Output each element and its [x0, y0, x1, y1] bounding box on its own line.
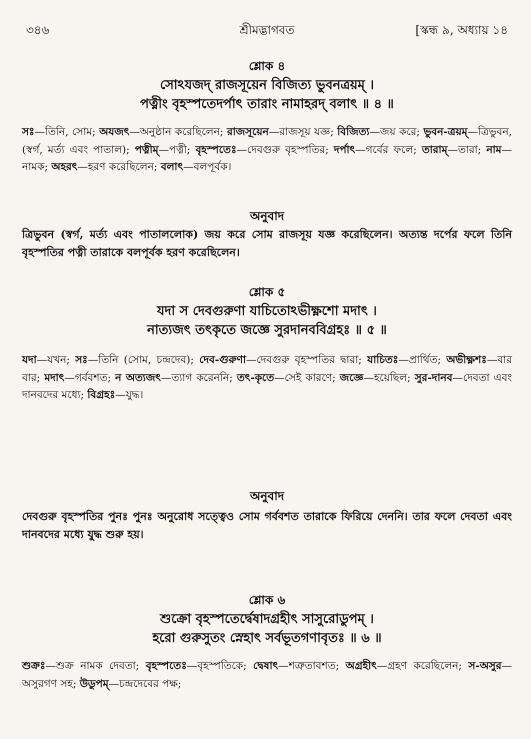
synonym-meaning: শত্রুতাবশত; [288, 660, 340, 672]
synonym-word: পত্নীম্ [134, 143, 159, 156]
synonym-meaning: যখন; [47, 354, 70, 366]
chapter-reference: [স্কন্ধ ৯, অধ্যায় ১৪ [415, 23, 508, 37]
synonym-word: জজ্ঞে [339, 371, 364, 384]
synonym-word: বৃহস্পতেঃ [145, 660, 187, 672]
synonym-word: বৃহস্পতেঃ [195, 143, 237, 156]
synonym-word: উডুপম্ [79, 677, 109, 690]
synonym-word: বিজিত্য [337, 126, 370, 138]
synonym-meaning: যুদ্ধ। [125, 389, 144, 401]
synonym-word: অগ্রহীৎ [345, 660, 377, 672]
verse-line: নাত্যজৎ তৎকৃতে জজ্ঞে সুরদানববিগ্রহঃ ॥ ৫ ॥ [147, 323, 387, 338]
synonym-meaning: অসুরগণ সহ; [22, 677, 77, 690]
synonym-meaning: চন্দ্রদেবের পক্ষ; [119, 677, 182, 690]
synonym-meaning: হয়েছিল; [373, 371, 411, 384]
synonym-word: বলাৎ [160, 161, 184, 173]
verse-line: পত্নীং বৃহস্পতেদর্পাৎ তারাং নামাহরদ্ বলাৎ ॥ ৪ ॥ [140, 97, 394, 112]
synonym-word: তারাম্ [421, 143, 448, 156]
verse-line: যদা স দেবগুরুণা যাচিতোঽভীক্ষ্ণশো মদাৎ । [157, 304, 377, 319]
sloka-6-synonyms: শুক্রঃ—শুক্র নামক দেবতা; বৃহস্পতেঃ—বৃহস্পতিকে; দ্বেষাৎ—শত্রুতাবশত; অগ্রহীৎ—গ্রহণ করেছিলেন; স-অসুর—অসুরগণ সহ; উডুপম্—চন্দ্রদেবের পক্ষ; [22, 660, 513, 690]
sloka-5-anubad-title: অনুবাদ [249, 489, 285, 503]
synonym-meaning: দেবতা এবং দানবদের মধ্যে; [22, 371, 512, 401]
sloka-4-translation: ত্রিভুবন (স্বর্গ, মর্ত্য এবং পাতাললোক) জয় করে সোম রাজসূয় যজ্ঞ করেছিলেন। অত্যন্ত দর্পের ফলে তিনি বৃহস্পতির পত্নী তারাকে বলপূর্বক হরণ করেছিলেন। [22, 228, 512, 259]
sloka-4-synonyms: সঃ—তিনি, সোম; অযজৎ—অনুষ্ঠান করেছিলেন; রাজসূয়েন—রাজসূয় যজ্ঞ; বিজিত্য—জয় করে; ভুবন-ত্রয়ম্—ত্রিভুবন, (স্বর্গ, মর্ত্য এবং পাতাল); পত্নীম্—পত্নী; বৃহস্পতেঃ—দেবগুরু বৃহস্পতির; দর্পাৎ—গর্বের ফলে; তারাম্—তারা; নাম—নামক; অহরৎ—হরণ করেছিলেন; বলাৎ—বলপূর্বক। [22, 126, 512, 173]
synonym-word: বিগ্রহঃ [87, 389, 116, 401]
sloka-6-title: শ্লোক ৬ [248, 593, 286, 607]
synonym-word: দেব-গুরুণা [199, 354, 246, 366]
synonym-meaning: পত্নী; [168, 143, 191, 156]
synonym-meaning: গ্রহণ করেছিলেন; [387, 660, 462, 672]
sloka-4-title: শ্লোক ৪ [248, 59, 286, 73]
verse-line: শুক্রো বৃহস্পতের্দ্বেষাদগ্রহীৎ সাসুরোডুপম্ । [160, 612, 374, 627]
page [22, 0, 512, 739]
synonym-meaning: ত্যাগ করেননি; [171, 371, 233, 384]
sloka-4-anubad-title: অনুবাদ [249, 209, 285, 223]
synonym-meaning: রাজসূয় যজ্ঞ; [279, 126, 334, 138]
synonym-word: স-অসুর [468, 660, 502, 672]
synonym-meaning: হরণ করেছিলেন; [87, 161, 158, 173]
synonym-meaning: দেবগুরু বৃহস্পতির দ্বারা; [256, 354, 362, 366]
synonym-word: ন অত্যজৎ [115, 371, 161, 384]
sloka-5-title: শ্লোক ৫ [248, 285, 286, 299]
synonym-word: মদাৎ [44, 371, 65, 384]
synonym-word: শুক্রঃ [22, 660, 46, 672]
synonym-meaning: তিনি, সোম; [45, 126, 96, 138]
synonym-meaning: ত্রিভুবন, (স্বর্গ, মর্ত্য এবং পাতাল); [22, 126, 512, 156]
synonym-meaning: গর্ববশত; [74, 371, 112, 384]
page-number: ৩৪৬ [26, 23, 50, 37]
synonym-meaning: অনুষ্ঠান করেছিলেন; [139, 126, 224, 138]
synonym-word: দর্পাৎ [333, 143, 356, 156]
sloka-5-synonyms: যদা—যখন; সঃ—তিনি (সোম, চন্দ্রদেব); দেব-গুরুণা—দেবগুরু বৃহস্পতির দ্বারা; যাচিতঃ—প্রার্থিত; অভীক্ষ্ণশঃ—বার বার; মদাৎ—গর্ববশত; ন অত্যজৎ—ত্যাগ করেননি; তৎ-কৃতে—সেই কারণে; জজ্ঞে—হয়েছিল; সুর-দানব—দেবতা এবং দানবদের মধ্যে; বিগ্রহঃ—যুদ্ধ। [22, 354, 512, 401]
verse-line: হরো গুরুসুতং স্নেহাৎ সর্বভূতগণাবৃতঃ ॥ ৬ ॥ [152, 631, 382, 646]
synonym-word: রাজসূয়েন [226, 126, 269, 138]
synonym-meaning: বলপূর্বক। [193, 161, 232, 173]
synonym-word: নাম [486, 143, 502, 156]
sloka-4-verse [22, 76, 512, 114]
synonym-meaning: গর্বের ফলে; [365, 143, 417, 156]
synonym-word: তৎ-কৃতে [236, 371, 275, 384]
synonym-meaning: বার বার; [22, 354, 512, 384]
synonym-word: সঃ [75, 354, 88, 366]
book-title: শ্রীমদ্ভাগবত [239, 23, 295, 37]
synonym-meaning: প্রার্থিত; [408, 354, 442, 366]
synonym-word: যাচিতঃ [367, 354, 399, 366]
synonym-word: অভীক্ষ্ণশঃ [446, 354, 487, 366]
sloka-5-translation: দেবগুরু বৃহস্পতির পুনঃ পুনঃ অনুরোধ সত্ত্বেও সোম গর্ববশত তারাকে ফিরিয়ে দেননি। তার ফলে দেবতা এবং দানবদের মধ্যে যুদ্ধ শুরু হয়। [22, 510, 512, 541]
synonym-meaning: বৃহস্পতিকে; [197, 660, 247, 672]
synonym-word: যদা [22, 354, 37, 366]
synonym-meaning: তিনি (সোম, চন্দ্রদেব); [98, 354, 194, 366]
synonym-meaning: শুক্র নামক দেবতা; [55, 660, 140, 672]
synonym-word: অযজৎ [99, 126, 130, 138]
synonym-word: ভুবন-ত্রয়ম্ [423, 126, 468, 138]
synonym-meaning: নামক; [22, 161, 49, 173]
sloka-6-verse [22, 610, 512, 648]
synonym-meaning: দেবগুরু বৃহস্পতির; [247, 143, 329, 156]
synonym-word: সুর-দানব [414, 371, 453, 384]
synonym-word: দ্বেষাৎ [253, 660, 279, 672]
synonym-meaning: তারা; [457, 143, 482, 156]
synonym-word: অহরৎ [51, 161, 78, 173]
synonym-meaning: সেই কারণে; [284, 371, 336, 384]
synonym-meaning: জয় করে; [379, 126, 420, 138]
synonym-word: সঃ [22, 126, 35, 138]
page-header [22, 22, 512, 40]
sloka-5-verse [22, 302, 512, 340]
verse-line: সোঽযজদ্ রাজসূয়েন বিজিত্য ভুবনত্রয়ম্ । [159, 78, 375, 93]
